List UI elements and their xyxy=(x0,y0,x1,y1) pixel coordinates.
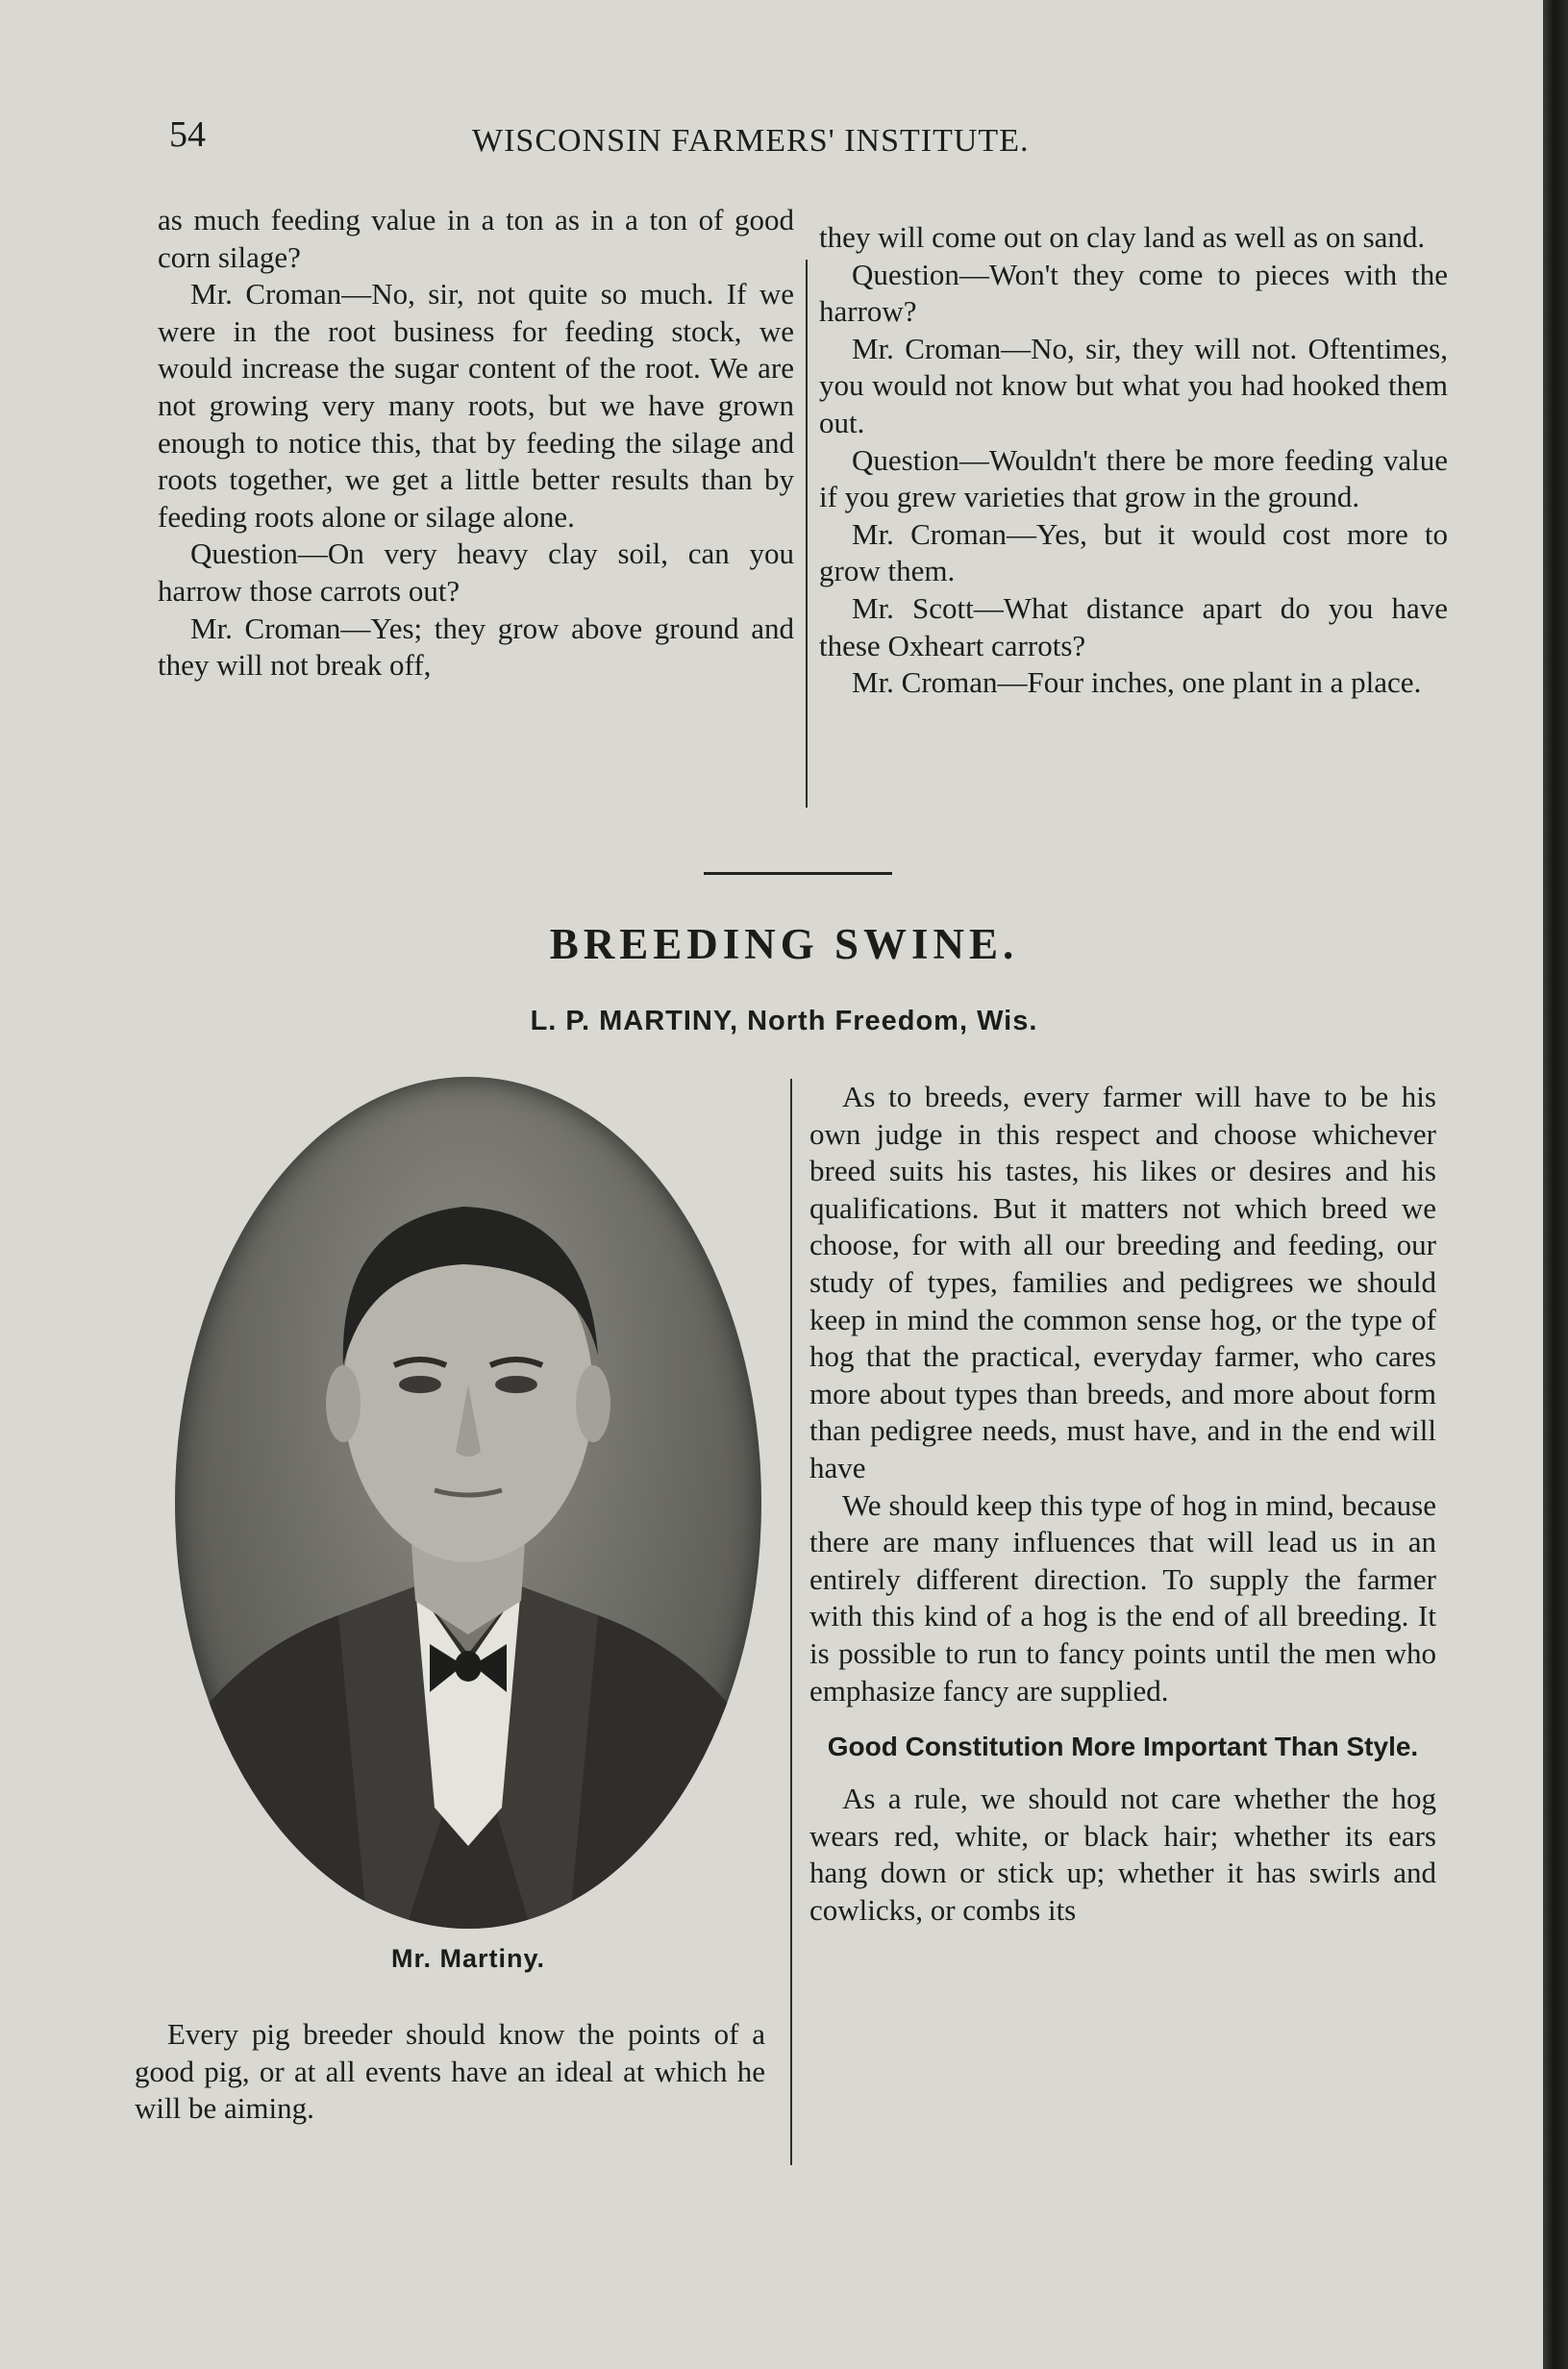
paragraph: they will come out on clay land as well as on sand. xyxy=(819,220,1426,254)
paragraph: Question—On very heavy clay soil, can you harrow those carrots out? xyxy=(158,536,794,608)
paragraph: Every pig breeder should know the points of a good pig, or at all events have an ideal at which he will be aiming. xyxy=(135,2017,765,2126)
section-divider xyxy=(704,872,892,875)
paragraph: Mr. Croman—Four inches, one plant in a place. xyxy=(852,665,1422,700)
section-subheading: Good Constitution More Important Than Style. xyxy=(827,1732,1419,1762)
paragraph: As to breeds, every farmer will have to be his own judge in this respect and choose whichever breed suits his tastes, his likes or desires and his qualifications. But it matters not which breed we choose, for with all our breeding and feeding, our study of types, families and pedigrees we should keep in mind the common sense hog, or the type of hog that the practical, everyday farmer, who cares more about types than breeds, and more about form than pedigree needs, must have, and in the end will have xyxy=(809,1080,1436,1484)
paragraph: as much feeding value in a ton as in a ton of good corn silage? xyxy=(158,203,794,274)
paragraph: As a rule, we should not care whether the hog wears red, white, or black hair; whether its ears hang down or stick up; whether it has swirls and cowlicks, or combs its xyxy=(809,1782,1436,1927)
paragraph: Mr. Croman—No, sir, they will not. Oftentimes, you would not know but what you had hooked them out. xyxy=(819,331,1448,439)
top-left-column xyxy=(158,202,794,685)
paragraph: Mr. Croman—Yes; they grow above ground and they will not break off, xyxy=(158,611,794,683)
paragraph: We should keep this type of hog in mind, because there are many influences that will lead us in an entirely different direction. To supply the farmer with this kind of a hog is the end of all breeding. It is possible to run to fancy points until the men who emphasize fancy are supplied. xyxy=(809,1487,1436,1708)
column-divider xyxy=(806,260,808,808)
page-number: 54 xyxy=(169,114,206,155)
portrait-caption: Mr. Martiny. xyxy=(390,1944,546,1973)
bottom-left-column xyxy=(135,2016,765,2128)
paragraph: Mr. Croman—No, sir, not quite so much. If we were in the root business for feeding stock, we would increase the sugar content of the root. We are not growing very many roots, but we have grown enough to notice this, that by feeding the silage and roots together, we get a little better results than by feeding roots alone or silage alone. xyxy=(158,277,794,534)
paragraph: Question—Wouldn't there be more feeding value if you grew varieties that grow in the ground. xyxy=(819,442,1448,514)
bottom-right-column xyxy=(809,1079,1436,1929)
column-divider xyxy=(790,1079,792,2165)
article-byline: L. P. MARTINY, North Freedom, Wis. xyxy=(530,1006,1038,1036)
running-head: WISCONSIN FARMERS' INSTITUTE. xyxy=(472,123,1030,159)
paragraph: Mr. Scott—What distance apart do you have these Oxheart carrots? xyxy=(819,590,1448,662)
paragraph: Question—Won't they come to pieces with the harrow? xyxy=(819,257,1448,329)
article-title: BREEDING SWINE. xyxy=(549,920,1019,968)
page-edge xyxy=(1543,0,1568,2369)
top-right-column xyxy=(819,219,1448,702)
page-header xyxy=(169,113,1140,171)
paragraph: Mr. Croman—Yes, but it would cost more to grow them. xyxy=(819,516,1448,588)
portrait-photo xyxy=(175,1077,761,1929)
